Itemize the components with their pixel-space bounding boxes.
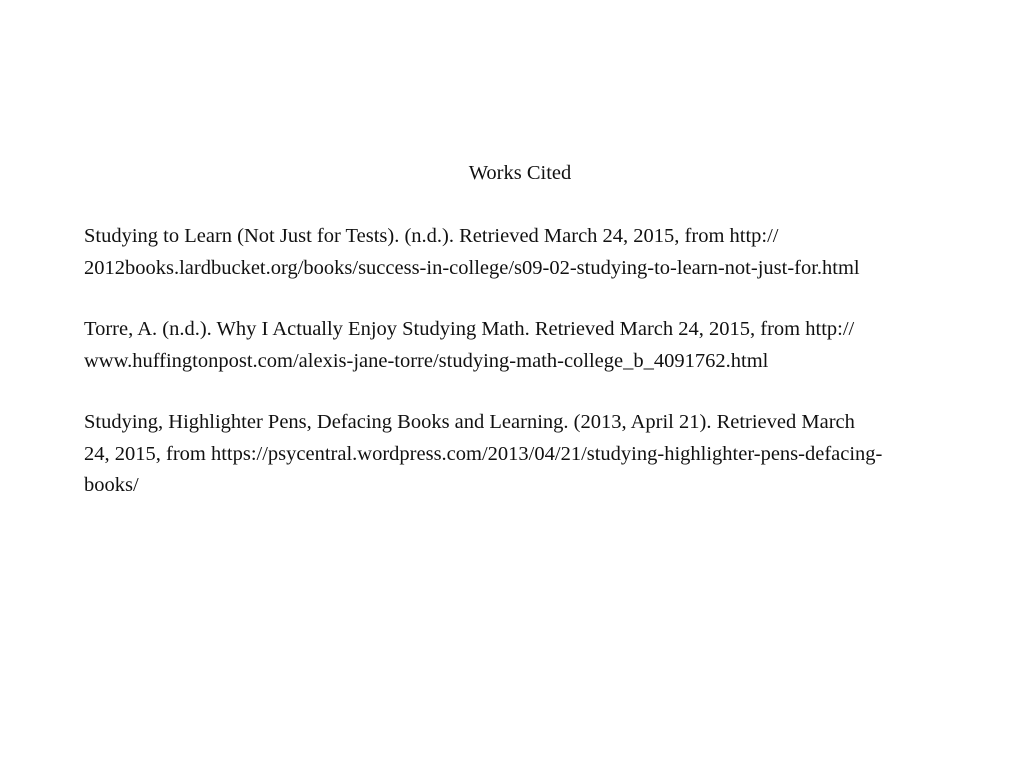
citation-line: Studying, Highlighter Pens, Defacing Books and Learning. (2013, April 21). Retrieved March [84,411,855,433]
citation-entry-3 [84,407,964,502]
citation-line: www.huffingtonpost.com/alexis-jane-torre/studying-math-college_b_4091762.html [84,349,769,372]
citation-line: Studying to Learn (Not Just for Tests). (n.d.). Retrieved March 24, 2015, from http:// [84,225,779,247]
citation-entry-1 [84,221,964,284]
citation-line: Torre, A. (n.d.). Why I Actually Enjoy Studying Math. Retrieved March 24, 2015, from http:// [84,318,855,340]
citation-entry-2 [84,314,964,377]
page-title: Works Cited [468,162,572,184]
citation-line: books/ [84,474,139,496]
citation-line: 2012books.lardbucket.org/books/success-in-college/s09-02-studying-to-learn-not-just-for.html [84,256,860,279]
citation-line: 24, 2015, from https://psycentral.wordpress.com/2013/04/21/studying-highlighter-pens-defacing- [84,442,883,465]
